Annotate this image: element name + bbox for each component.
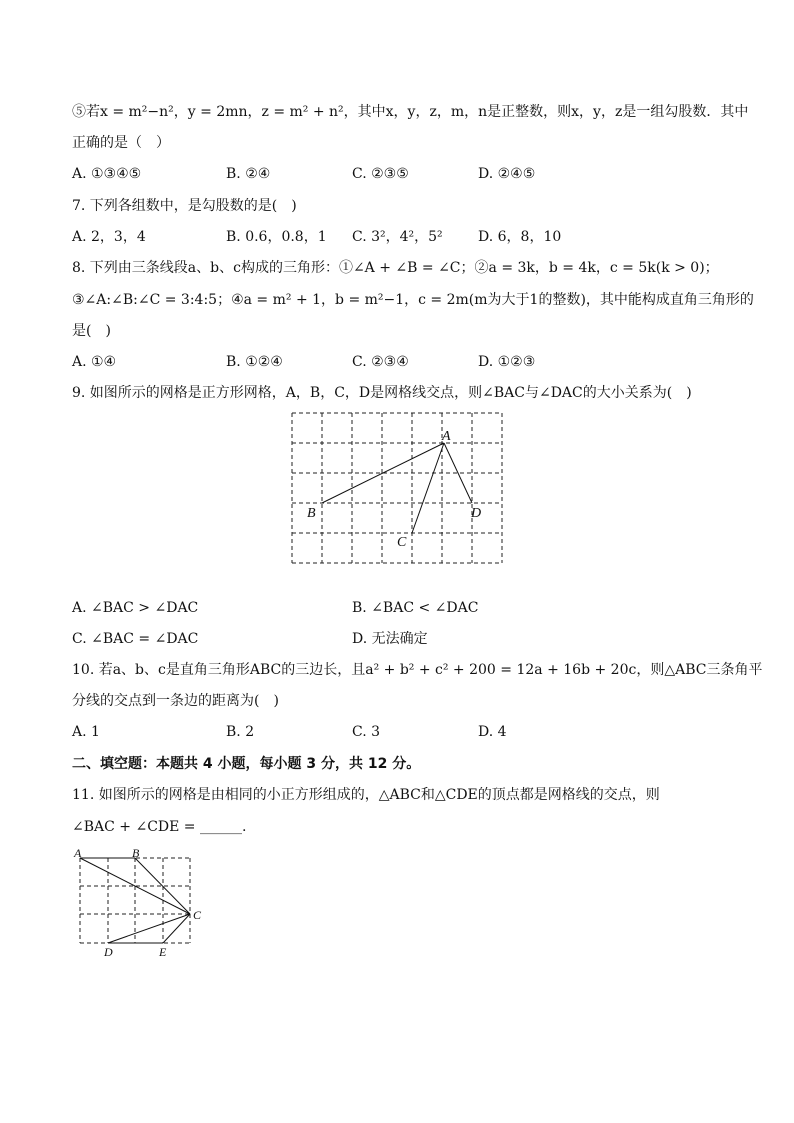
q10-line1: 10. 若a、b、c是直角三角形ABC的三边长，且a² + b² + c² + 200 = 12a + 16b + 20c，则△ABC三条角平 <box>72 662 763 678</box>
q5-option-a[interactable]: A. ①③④⑤ <box>72 166 142 182</box>
q9-option-c[interactable]: C. ∠BAC = ∠DAC <box>72 631 199 647</box>
section-2-title: 二、填空题：本题共 4 小题，每小题 3 分，共 12 分。 <box>72 756 421 772</box>
q8-option-a[interactable]: A. ①④ <box>72 354 117 370</box>
q9-stem: 9. 如图所示的网格是正方形网格，A，B，C，D是网格线交点，则∠BAC与∠DAC的大小关系为( ) <box>72 385 692 401</box>
q5-line1: ⑤若x = m²−n²，y = 2mn，z = m² + n²，其中x，y，z，m，n是正整数，则x，y，z是一组勾股数．其中 <box>72 104 749 120</box>
q5-option-b[interactable]: B. ②④ <box>226 166 271 182</box>
q10-option-a[interactable]: A. 1 <box>72 724 100 740</box>
q8-option-b[interactable]: B. ①②④ <box>226 354 283 370</box>
q11-line2: ∠BAC + ∠CDE = ______. <box>72 819 247 835</box>
q10-option-d[interactable]: D. 4 <box>478 724 507 740</box>
q9-option-d[interactable]: D. 无法确定 <box>352 631 428 647</box>
q11-grid-figure <box>70 846 210 958</box>
q11-segment-dc <box>108 914 190 943</box>
q7-option-b[interactable]: B. 0.6，0.8，1 <box>226 229 327 245</box>
q7-option-d[interactable]: D. 6，8，10 <box>478 229 562 245</box>
q9-label-c: C <box>397 535 407 550</box>
q8-line1: 8. 下列由三条线段a、b、c构成的三角形：①∠A + ∠B = ∠C；②a = 3k，b = 4k，c = 5k(k > 0)； <box>72 260 719 276</box>
q9-label-b: B <box>307 506 316 521</box>
q11-label-c: C <box>193 908 202 922</box>
q9-label-d: D <box>471 506 482 521</box>
q10-option-c[interactable]: C. 3 <box>352 724 381 740</box>
q9-option-b[interactable]: B. ∠BAC < ∠DAC <box>352 600 479 616</box>
q5-option-c[interactable]: C. ②③⑤ <box>352 166 409 182</box>
q5-option-d[interactable]: D. ②④⑤ <box>478 166 536 182</box>
q10-line2: 分线的交点到一条边的距离为( ) <box>72 693 279 709</box>
q9-option-a[interactable]: A. ∠BAC > ∠DAC <box>72 600 199 616</box>
q7-stem: 7. 下列各组数中，是勾股数的是( ) <box>72 198 297 214</box>
q7-option-c[interactable]: C. 3²，4²，5² <box>352 229 443 245</box>
q5-line2: 正确的是（ ） <box>72 135 170 151</box>
q11-label-d: D <box>104 945 113 958</box>
q8-option-c[interactable]: C. ②③④ <box>352 354 409 370</box>
q7-option-a[interactable]: A. 2，3，4 <box>72 229 146 245</box>
q8-line3: 是( ) <box>72 323 111 339</box>
q8-line2: ③∠A:∠B:∠C = 3:4:5；④a = m² + 1，b = m²−1，c = 2m(m为大于1的整数)，其中能构成直角三角形的 <box>72 292 754 308</box>
q11-label-e: E <box>159 945 167 958</box>
q10-option-b[interactable]: B. 2 <box>226 724 255 740</box>
q11-label-a: A <box>74 846 82 860</box>
q8-option-d[interactable]: D. ①②③ <box>478 354 536 370</box>
q9-grid-figure <box>280 405 520 570</box>
q9-label-a: A <box>442 429 451 444</box>
q11-line1: 11. 如图所示的网格是由相同的小正方形组成的，△ABC和△CDE的顶点都是网格线的交点，则 <box>72 787 660 803</box>
q11-label-b: B <box>132 846 140 860</box>
q11-grid-lines <box>80 858 190 943</box>
